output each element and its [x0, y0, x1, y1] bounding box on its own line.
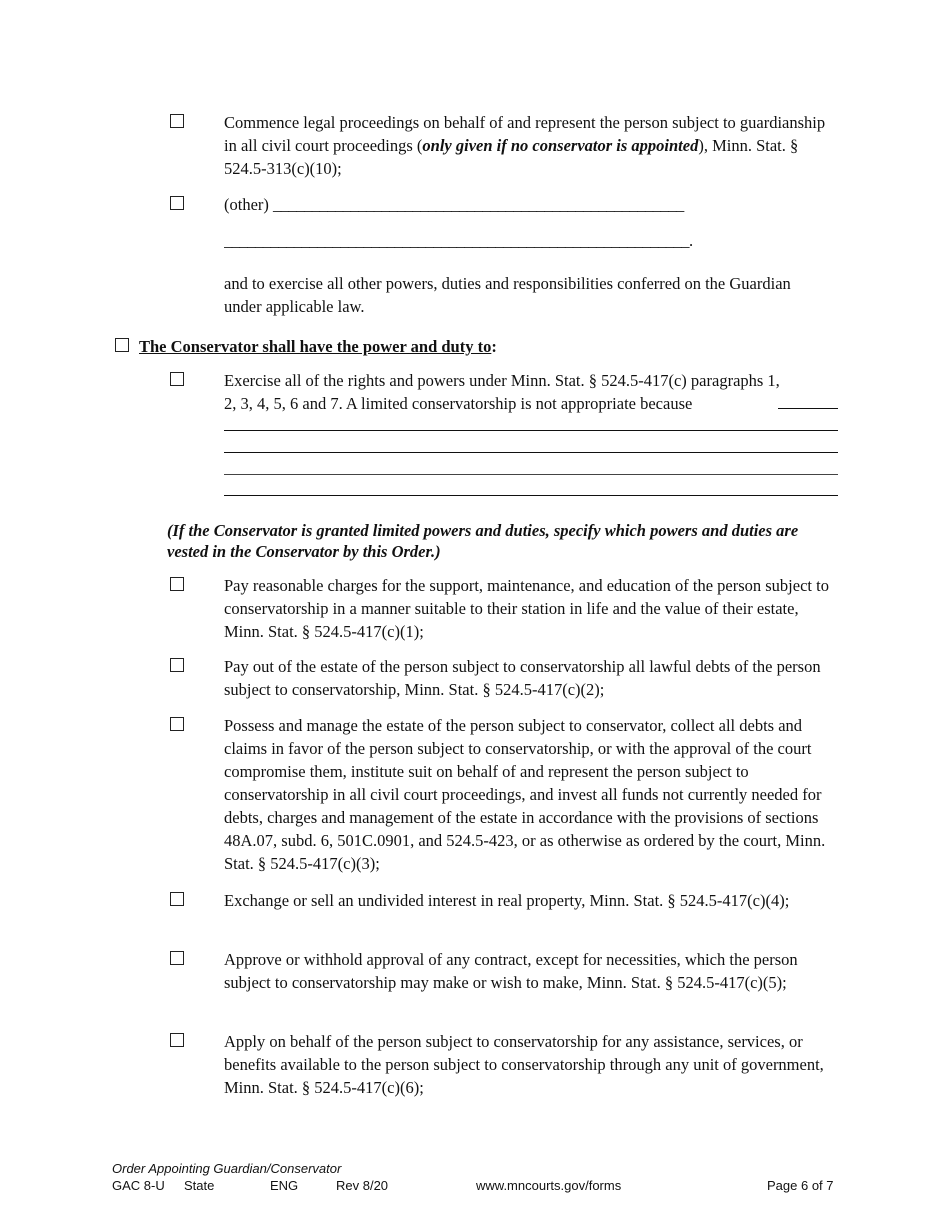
checkbox-approve-contracts[interactable] [170, 951, 184, 965]
reason-blank-line-1[interactable] [224, 430, 838, 431]
item-apply-benefits: Apply on behalf of the person subject to conservatorship for any assistance, services, or benefits available to the person subject to conservatorship through any unit of government, Minn. Stat. § 524.5-417(c)(6); [224, 1032, 824, 1097]
footer-jurisdiction: State [184, 1178, 215, 1193]
commence-citation: ), Minn. Stat. § 524.5-313(c)(10); [224, 136, 799, 178]
footer-form-code: GAC 8-U [112, 1178, 165, 1193]
reason-blank-line-4[interactable] [224, 495, 838, 496]
checkbox-exercise-all-rights[interactable] [170, 372, 184, 386]
reason-blank-line-0[interactable] [778, 408, 838, 409]
commence-emphasis: only given if no conservator is appointed [422, 136, 699, 155]
checkbox-apply-benefits[interactable] [170, 1033, 184, 1047]
conservator-heading [139, 335, 839, 358]
item-exchange-property: Exchange or sell an undivided interest in real property, Minn. Stat. § 524.5-417(c)(4); [224, 891, 790, 910]
other-label: (other) [224, 195, 269, 214]
item-manage-estate: Possess and manage the estate of the person subject to conservator, collect all debts and claims in favor of the person subject to conservatorship, or with the approval of the court compromise them, institute suit on behalf of and represent the person subject to conservatorship in all civil court proceedings, and invest all funds not currently needed for debts, charges and management of the estate in accordance with the provisions of sections 48A.07, subd. 6, 501C.0901, and 524.5-423, or as otherwise as ordered by the court, Minn. Stat. § 524.5-417(c)(3); [224, 716, 826, 873]
footer-revision: Rev 8/20 [336, 1178, 389, 1193]
conservator-heading-text: The Conservator shall have the power and duty to [139, 337, 492, 356]
item-pay-charges: Pay reasonable charges for the support, maintenance, and education of the person subject to conservatorship in a manner suitable to their station in life and the value of their estate, Minn. Stat. § 524.5-417(c)(1); [224, 576, 829, 641]
item-pay-debts: Pay out of the estate of the person subject to conservatorship all lawful debts of the person subject to conservatorship, Minn. Stat. § 524.5-417(c)(2); [224, 657, 821, 699]
checkbox-manage-estate[interactable] [170, 717, 184, 731]
footer-form-title: Order Appointing Guardian/Conservator [112, 1161, 342, 1176]
checkbox-exchange-property[interactable] [170, 892, 184, 906]
reason-blank-line-3[interactable] [224, 474, 838, 475]
footer-url[interactable]: www.mncourts.gov/forms [476, 1178, 622, 1193]
checkbox-pay-debts[interactable] [170, 658, 184, 672]
other-blank-2[interactable]: ____________________________________________________________. [224, 231, 693, 250]
guardian-closing-text: and to exercise all other powers, duties and responsibilities conferred on the Guardian under applicable law. [224, 274, 791, 316]
checkbox-other[interactable] [170, 196, 184, 210]
conservator-heading-colon: : [491, 337, 497, 356]
item-other [224, 193, 838, 216]
item-approve-contracts: Approve or withhold approval of any contract, except for necessities, which the person subject to conservatorship may make or wish to make, Minn. Stat. § 524.5-417(c)(5); [224, 950, 798, 992]
footer-page-number: Page 6 of 7 [767, 1178, 834, 1193]
other-blank-1[interactable]: _____________________________________________________ [273, 195, 684, 214]
footer-language: ENG [270, 1178, 299, 1193]
commence-text: Commence legal proceedings on behalf of and represent the person subject to guardianship in all civil court proceedings ( [224, 113, 826, 155]
item-commence-proceedings [224, 111, 838, 180]
reason-blank-line-2[interactable] [224, 452, 838, 453]
checkbox-pay-charges[interactable] [170, 577, 184, 591]
checkbox-conservator-powers[interactable] [115, 338, 129, 352]
limited-powers-note: (If the Conservator is granted limited powers and duties, specify which powers and duties are vested in the Conservator by this Order.) [167, 521, 799, 561]
checkbox-commence-proceedings[interactable] [170, 114, 184, 128]
exercise-all-rights-text: Exercise all of the rights and powers under Minn. Stat. § 524.5-417(c) paragraphs 1, 2, 3, 4, 5, 6 and 7. A limited conservatorship is not appropriate because [224, 371, 780, 413]
